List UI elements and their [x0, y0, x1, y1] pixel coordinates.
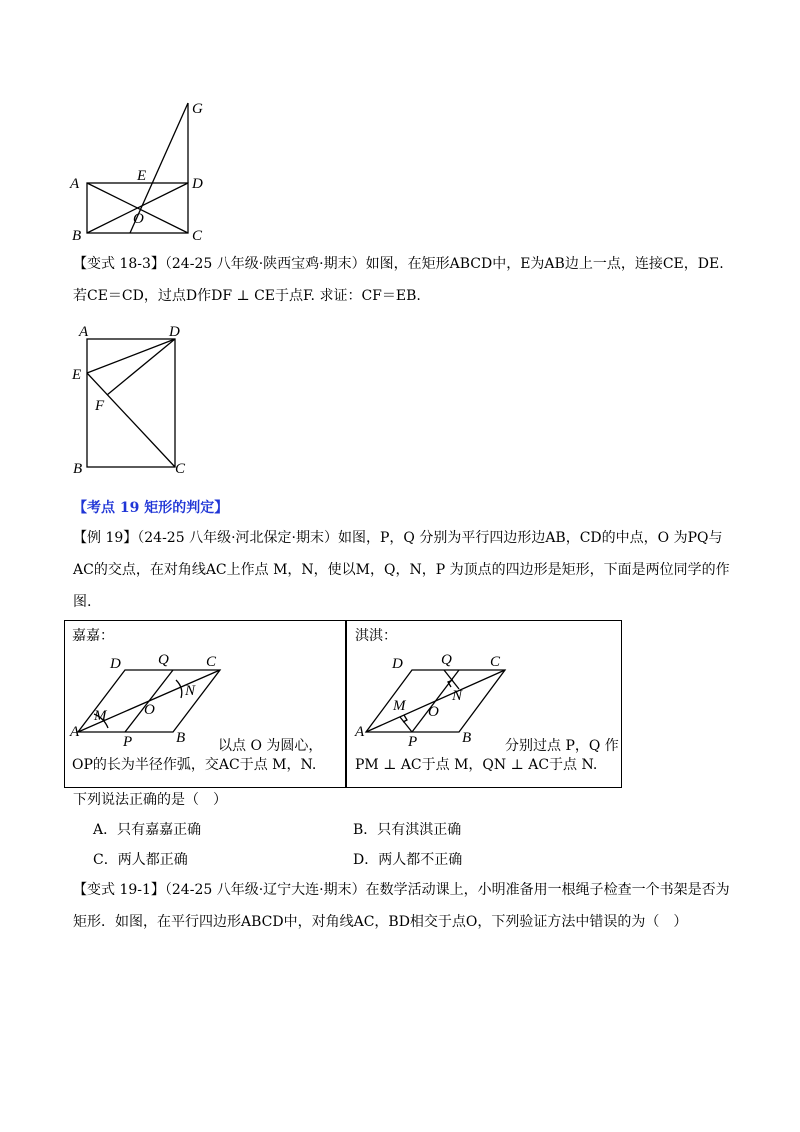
left-label-b: B	[176, 730, 186, 746]
example-19-line2: AC的交点，在对角线AC上作点 M，N，使以M，Q，N，P 为顶点的四边形是矩形，下面是两位同学的作	[73, 562, 730, 578]
problem-19-1-line2: 矩形．如图，在平行四边形ABCD中，对角线AC，BD相交于点O，下列验证方法中错误的为（ ）	[73, 914, 688, 930]
right-label-o: O	[428, 704, 439, 720]
fig2-label-e: E	[72, 367, 82, 383]
fig2-label-a: A	[79, 324, 89, 340]
left-label-d: D	[110, 656, 121, 672]
left-label-m: M	[94, 708, 107, 724]
left-description-1: 以点 O 为圆心，	[218, 738, 323, 754]
figure-rectangle-ef	[65, 320, 205, 480]
problem-18-3-line1: 【变式 18-3】（24-25 八年级·陕西宝鸡·期末）如图，在矩形ABCD中，E为AB边上一点，连接CE，DE.	[73, 256, 724, 272]
figure-qiqi	[352, 648, 512, 748]
right-label-q: Q	[441, 652, 452, 668]
example-19-line3: 图.	[73, 594, 92, 610]
right-label-p: P	[408, 734, 418, 748]
option-b[interactable]: B．只有淇淇正确	[353, 822, 462, 838]
fig1-label-o: O	[133, 211, 144, 227]
left-label-a: A	[70, 724, 80, 740]
question-text: 下列说法正确的是（ ）	[73, 792, 227, 808]
figure-rectangle-g	[60, 95, 220, 245]
table-divider	[345, 620, 347, 788]
right-label-d: D	[392, 656, 403, 672]
fig1-label-d: D	[192, 176, 203, 192]
fig1-label-b: B	[72, 228, 82, 244]
fig2-line-de	[87, 339, 175, 373]
fig2-line-ce	[87, 373, 175, 467]
right-label-c: C	[490, 654, 501, 670]
left-label-n: N	[185, 683, 196, 699]
fig2-label-f: F	[95, 398, 105, 414]
problem-18-3-line2: 若CE＝CD，过点D作DF ⊥ CE于点F. 求证：CF＝EB.	[73, 288, 421, 304]
left-description-2: OP的长为半径作弧，交AC于点 M，N.	[72, 757, 317, 773]
left-label-c: C	[206, 654, 217, 670]
option-d[interactable]: D．两人都不正确	[353, 852, 463, 868]
fig1-label-a: A	[70, 176, 80, 192]
right-label-n: N	[452, 688, 463, 704]
problem-19-1-line1: 【变式 19-1】（24-25 八年级·辽宁大连·期末）在数学活动课上，小明准备用一根绳子检查一个书架是否为	[73, 882, 730, 898]
example-19-line1: 【例 19】（24-25 八年级·河北保定·期末）如图，P，Q 分别为平行四边形边AB，CD的中点，O 为PQ与	[73, 530, 723, 546]
fig2-label-b: B	[73, 461, 83, 477]
right-description-1: 分别过点 P，Q 作	[505, 738, 619, 754]
right-label-b: B	[462, 730, 472, 746]
right-label-m: M	[393, 698, 406, 714]
figure-jiajia	[68, 648, 228, 748]
fig2-label-c: C	[175, 461, 186, 477]
section-title: 【考点 19 矩形的判定】	[73, 500, 229, 516]
left-student-name: 嘉嘉：	[72, 628, 114, 644]
left-label-q: Q	[158, 652, 169, 668]
fig2-label-d: D	[169, 324, 180, 340]
right-student-name: 淇淇：	[355, 628, 397, 644]
right-label-a: A	[355, 724, 365, 740]
left-label-p: P	[123, 734, 133, 748]
fig1-label-c: C	[192, 228, 203, 244]
left-label-o: O	[144, 702, 155, 718]
option-a[interactable]: A．只有嘉嘉正确	[93, 822, 202, 838]
fig1-label-g: G	[192, 101, 203, 117]
option-c[interactable]: C．两人都正确	[93, 852, 188, 868]
fig2-line-df	[107, 339, 175, 395]
right-description-2: PM ⊥ AC于点 M，QN ⊥ AC于点 N.	[355, 757, 598, 773]
fig1-label-e: E	[137, 168, 147, 184]
left-line-pq	[125, 670, 173, 732]
